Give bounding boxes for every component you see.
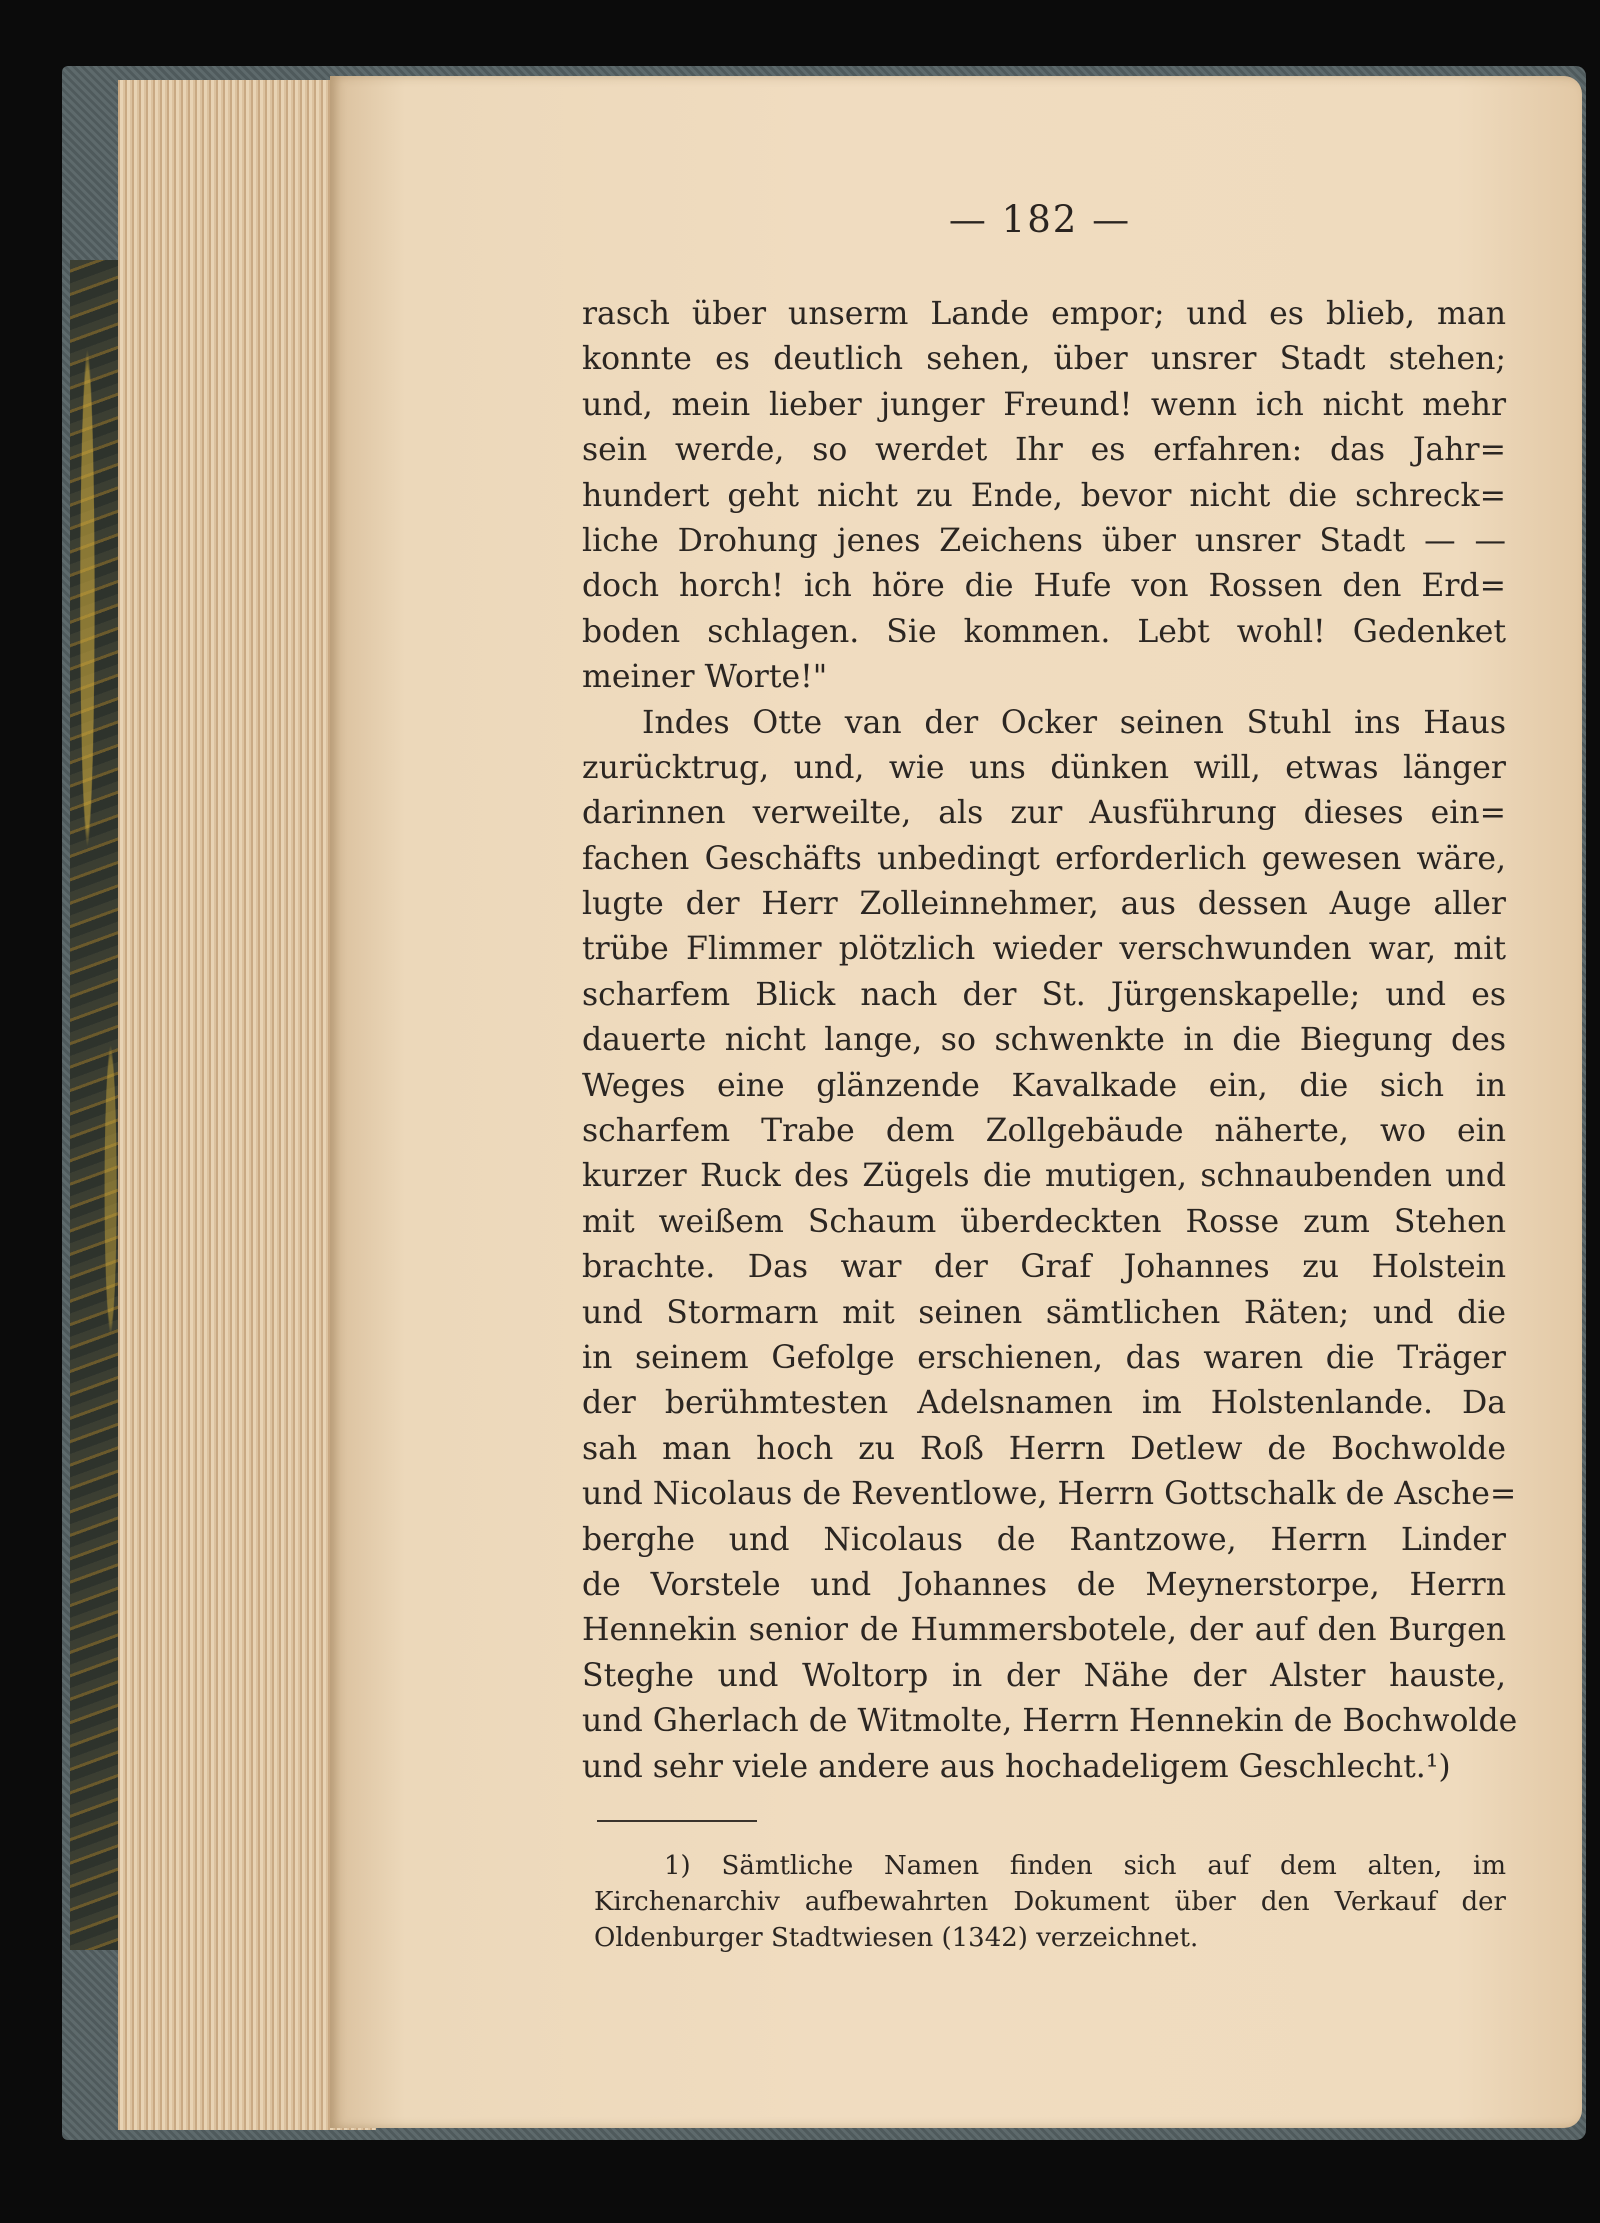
text-line: Hennekin senior de Hummersbotele, der auf den Burgen bbox=[582, 1612, 1506, 1649]
text-line: und Stormarn mit seinen sämtlichen Räten; und die bbox=[582, 1294, 1506, 1331]
text-line: fachen Geschäfts unbedingt erforderlich gewesen wäre, bbox=[582, 840, 1506, 877]
body-text bbox=[582, 292, 1518, 1790]
footnote-line: Kirchenarchiv aufbewahrten Dokument über den Verkauf der bbox=[594, 1887, 1506, 1917]
text-line: meiner Worte!" bbox=[582, 659, 828, 696]
text-line: in seinem Gefolge erschienen, das waren die Träger bbox=[582, 1339, 1506, 1376]
text-line: konnte es deutlich sehen, über unsrer Stadt stehen; bbox=[582, 341, 1506, 378]
footnote-line: Oldenburger Stadtwiesen (1342) verzeichnet. bbox=[594, 1923, 1199, 1953]
text-line: boden schlagen. Sie kommen. Lebt wohl! Gedenket bbox=[582, 613, 1506, 650]
text-line: und sehr viele andere aus hochadeligem Geschlecht.¹) bbox=[582, 1748, 1451, 1785]
text-line: scharfem Trabe dem Zollgebäude näherte, wo ein bbox=[582, 1113, 1506, 1150]
text-line: und Nicolaus de Reventlowe, Herrn Gottschalk de Asche= bbox=[582, 1476, 1517, 1513]
text-line: zurücktrug, und, wie uns dünken will, etwas länger bbox=[582, 749, 1506, 786]
page-number: — 182 — bbox=[948, 198, 1132, 241]
text-line: sein werde, so werdet Ihr es erfahren: das Jahr= bbox=[582, 432, 1506, 469]
footnote-rule bbox=[597, 1820, 757, 1822]
footnote-line: 1) Sämtliche Namen finden sich auf dem alten, im bbox=[664, 1851, 1506, 1881]
text-line: der berühmtesten Adelsnamen im Holstenlande. Da bbox=[582, 1385, 1506, 1422]
text-line: de Vorstele und Johannes de Meynerstorpe, Herrn bbox=[582, 1566, 1506, 1603]
text-line: rasch über unserm Lande empor; und es blieb, man bbox=[582, 296, 1506, 332]
text-line: dauerte nicht lange, so schwenkte in die Biegung des bbox=[582, 1022, 1506, 1059]
text-line: liche Drohung jenes Zeichens über unsrer Stadt — — bbox=[582, 522, 1506, 559]
text-line: und Gherlach de Witmolte, Herrn Hennekin de Bochwolde bbox=[582, 1703, 1518, 1740]
text-line: trübe Flimmer plötzlich wieder verschwunden war, mit bbox=[582, 931, 1506, 968]
footnote bbox=[594, 1848, 1506, 1956]
text-line: Indes Otte van der Ocker seinen Stuhl ins Haus bbox=[642, 704, 1506, 741]
text-line: doch horch! ich höre die Hufe von Rossen den Erd= bbox=[582, 568, 1506, 605]
text-line: hundert geht nicht zu Ende, bevor nicht die schreck= bbox=[582, 477, 1506, 514]
text-line: Weges eine glänzende Kavalkade ein, die sich in bbox=[582, 1067, 1506, 1104]
text-line: scharfem Blick nach der St. Jürgenskapelle; und es bbox=[582, 976, 1506, 1013]
text-line: darinnen verweilte, als zur Ausführung dieses ein= bbox=[582, 795, 1506, 832]
text-line: und, mein lieber junger Freund! wenn ich nicht mehr bbox=[582, 386, 1506, 423]
text-line: berghe und Nicolaus de Rantzowe, Herrn Linder bbox=[582, 1521, 1506, 1558]
text-line: mit weißem Schaum überdeckten Rosse zum Stehen bbox=[582, 1203, 1506, 1240]
text-line: Steghe und Woltorp in der Nähe der Alster hauste, bbox=[582, 1657, 1506, 1694]
text-line: kurzer Ruck des Zügels die mutigen, schnaubenden und bbox=[582, 1158, 1506, 1195]
text-line: brachte. Das war der Graf Johannes zu Holstein bbox=[582, 1249, 1506, 1286]
text-line: sah man hoch zu Roß Herrn Detlew de Bochwolde bbox=[582, 1430, 1506, 1467]
text-line: lugte der Herr Zolleinnehmer, aus dessen Auge aller bbox=[582, 886, 1506, 923]
